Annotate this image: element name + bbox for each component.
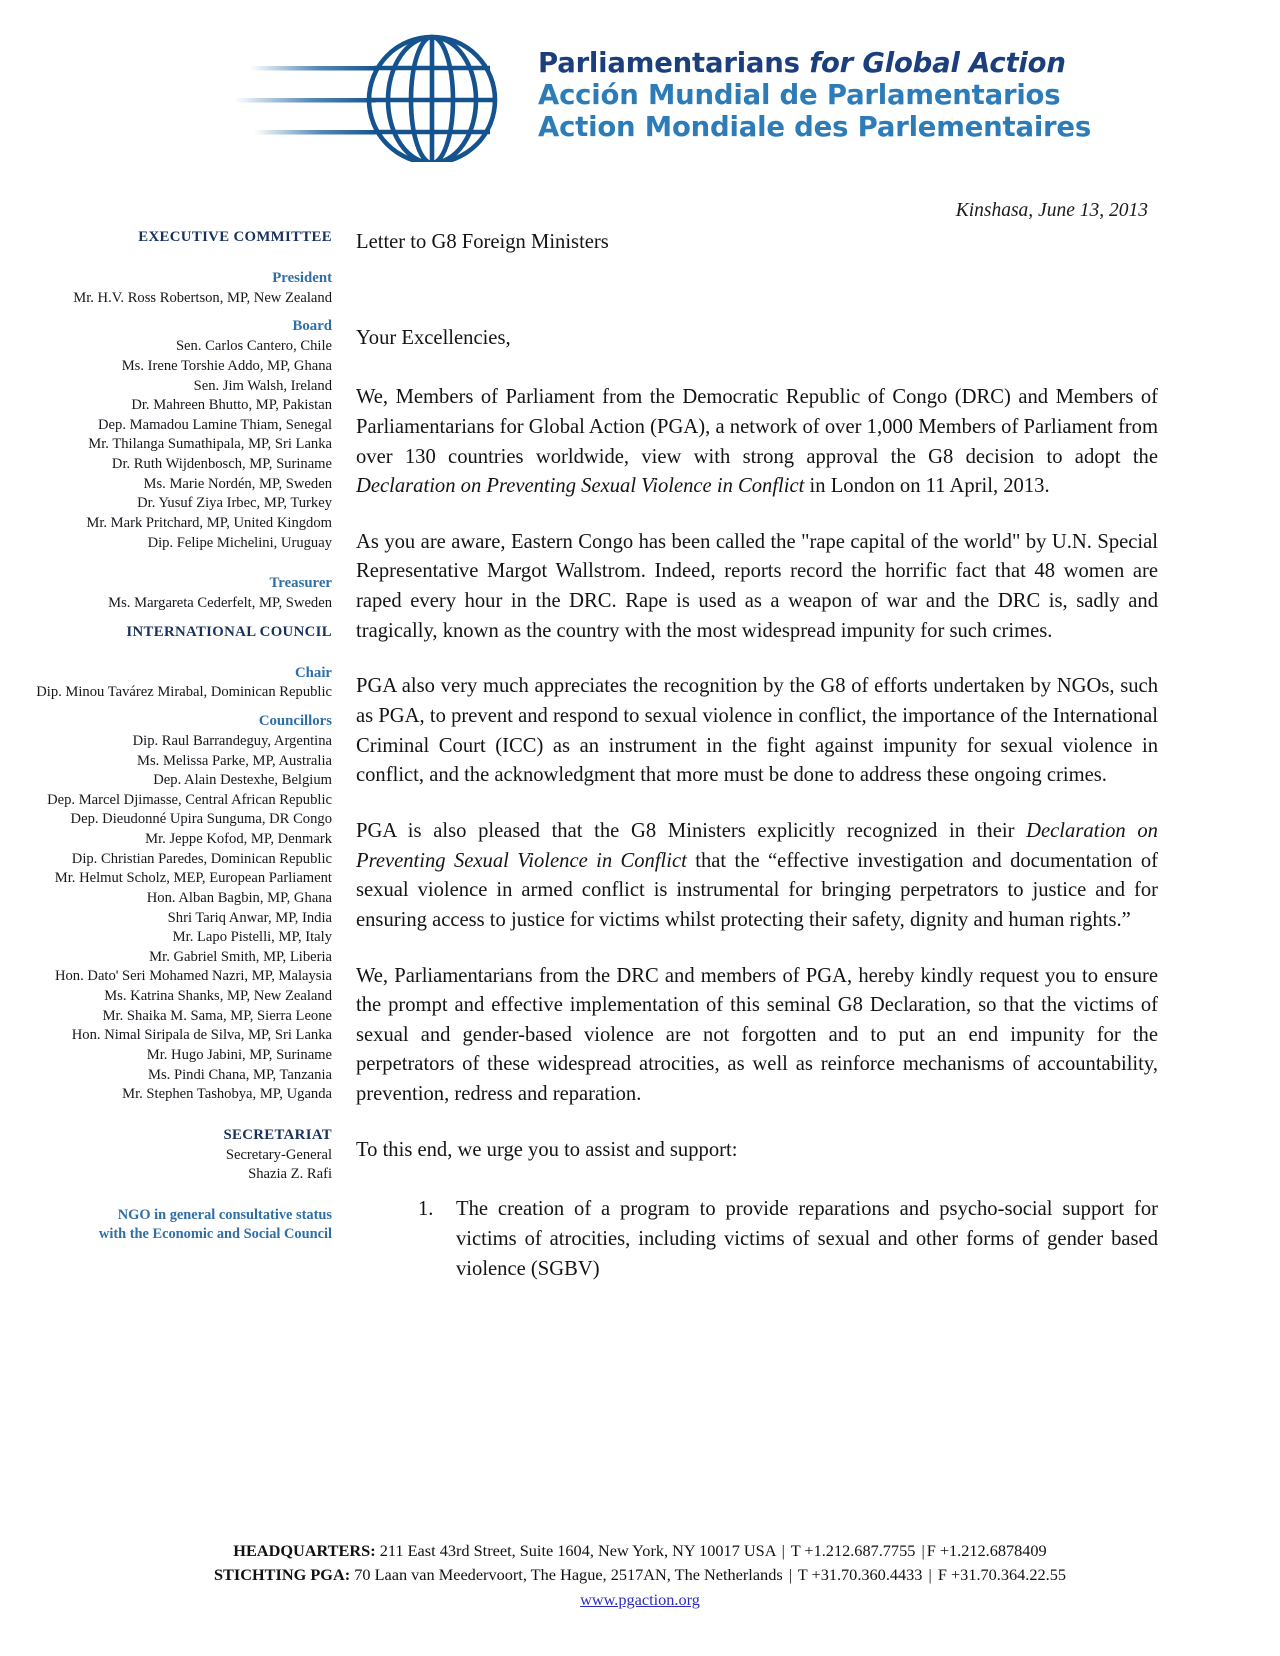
logo-line-english-plain: Parliamentarians [538, 47, 810, 80]
councillor: Dep. Dieudonné Upira Sunguma, DR Congo [70, 811, 332, 828]
board-member: Dr. Yusuf Ziya Irbec, MP, Turkey [137, 495, 332, 512]
website-link[interactable]: www.pgaction.org [580, 1589, 700, 1609]
paragraph-1-part-a: We, Members of Parliament from the Democratic Republic of Congo (DRC) and Members of Parliamentarians for Global Action (PGA), a network of over 1,000 Members of Parliament from over 130 countries worldwide, view with strong approval the G8 decision to adopt the [356, 386, 1158, 468]
board-member-list [0, 337, 332, 553]
letter-paragraph-1 [356, 383, 1158, 502]
declaration-title-1: Declaration on Preventing Sexual Violence in Conflict [356, 475, 805, 498]
councillor: Hon. Nimal Siripala de Silva, MP, Sri Lanka [71, 1027, 332, 1044]
councillor: Shri Tariq Anwar, MP, India [167, 909, 332, 926]
secretary-general-label: Secretary-General [225, 1146, 332, 1163]
treasurer-label: Treasurer [269, 575, 332, 592]
stichting-telephone: T +31.70.360.4433 [794, 1565, 927, 1585]
headquarters-fax: F +1.212.6878409 [926, 1540, 1047, 1560]
councillor: Hon. Dato' Seri Mohamed Nazri, MP, Malaysia [54, 968, 332, 985]
president-label: President [272, 269, 332, 286]
councillor: Mr. Shaika M. Sama, MP, Sierra Leone [102, 1007, 332, 1024]
board-member: Dep. Mamadou Lamine Thiam, Senegal [98, 416, 332, 433]
board-member: Mr. Thilanga Sumathipala, MP, Sri Lanka [88, 436, 332, 453]
ngo-status-note-line2: with the Economic and Social Council [98, 1225, 332, 1242]
headquarters-address: 211 East 43rd Street, Suite 1604, New York, NY 10017 USA [375, 1540, 780, 1560]
logo-line-english [538, 48, 1091, 80]
letter-content [340, 228, 1280, 1298]
stichting-label: STICHTING PGA: [213, 1565, 351, 1585]
logo-line-french: Action Mondiale des Parlementaires [538, 110, 1092, 143]
organization-name [538, 48, 1091, 144]
date-line: Kinshasa, June 13, 2013 [955, 200, 1148, 221]
board-member: Ms. Marie Nordén, MP, Sweden [143, 475, 332, 492]
board-member: Sen. Jim Walsh, Ireland [193, 377, 332, 394]
executive-committee-heading: EXECUTIVE COMMITTEE [138, 229, 332, 245]
councillor: Mr. Helmut Scholz, MEP, European Parliament [54, 870, 332, 887]
councillor: Mr. Hugo Jabini, MP, Suriname [146, 1046, 332, 1063]
board-member: Dr. Mahreen Bhutto, MP, Pakistan [131, 397, 332, 414]
secretary-general-name: Shazia Z. Rafi [248, 1166, 332, 1183]
councillor: Ms. Pindi Chana, MP, Tanzania [148, 1066, 332, 1083]
councillor: Mr. Lapo Pistelli, MP, Italy [172, 929, 332, 946]
councillor-list [0, 732, 332, 1105]
request-list-item-text: The creation of a program to provide reparations and psycho-social support for victims of atrocities, including victims of sexual and other forms of gender based violence (SGBV) [456, 1198, 1158, 1280]
footer-headquarters-line [0, 1539, 1280, 1563]
councillor: Dep. Marcel Djimasse, Central African Republic [47, 791, 332, 808]
councillor: Ms. Katrina Shanks, MP, New Zealand [104, 988, 332, 1005]
stichting-fax: F +31.70.364.22.55 [933, 1565, 1067, 1585]
chair-label: Chair [295, 664, 332, 681]
councillor: Dip. Christian Paredes, Dominican Republic [71, 850, 332, 867]
councillor: Dep. Alain Destexhe, Belgium [153, 772, 332, 789]
stichting-address: 70 Laan van Meedervoort, The Hague, 2517AN, The Netherlands [350, 1565, 787, 1585]
ngo-status-note-line1: NGO in general consultative status [117, 1207, 332, 1223]
councillor: Mr. Jeppe Kofod, MP, Denmark [145, 831, 332, 848]
board-member: Sen. Carlos Cantero, Chile [175, 338, 332, 355]
request-list-item [418, 1195, 1158, 1284]
request-list-item-number: 1. [418, 1198, 434, 1221]
letter-paragraph-2: As you are aware, Eastern Congo has been called the "rape capital of the world" by U.N. Special Representative Margot Wallstrom. Indeed, reports record the horrific fact that 48 women are raped every hour in the DRC. Rape is used as a weapon of war and the DRC is, sadly and tragically, known as the country with the most widespread impunity for such crimes. [356, 530, 1158, 642]
letter-paragraph-5: We, Parliamentarians from the DRC and members of PGA, hereby kindly request you to ensure the prompt and effective implementation of this seminal G8 Declaration, so that the victims of sexual and gender-based violence are not forgotten and to put an end impunity for the perpetrators of these widespread atrocities, as well as reinforce mechanisms of accountability, prevention, redress and reparation. [356, 964, 1158, 1106]
officers-sidebar [0, 228, 340, 1298]
councillor: Ms. Melissa Parke, MP, Australia [137, 752, 332, 769]
letter-subject: Letter to G8 Foreign Ministers [356, 231, 609, 253]
paragraph-1-part-b: in London on 11 April, 2013. [804, 475, 1050, 498]
board-member: Dip. Felipe Michelini, Uruguay [147, 534, 332, 551]
footer-separator-4: | [928, 1565, 932, 1585]
footer-website-line [0, 1588, 1280, 1612]
logo-line-spanish: Acción Mundial de Parlamentarios [538, 79, 1061, 112]
councillor: Dip. Raul Barrandeguy, Argentina [132, 732, 332, 749]
secretariat-heading: SECRETARIAT [223, 1126, 332, 1143]
globe-with-speed-lines-icon [232, 30, 532, 162]
paragraph-4-part-a: PGA is also pleased that the G8 Ministers explicitly recognized in their [356, 819, 1027, 842]
international-council-heading: INTERNATIONAL COUNCIL [126, 623, 332, 640]
letter-paragraph-4 [356, 817, 1158, 936]
letterhead [0, 0, 1280, 150]
treasurer-name: Ms. Margareta Cederfelt, MP, Sweden [108, 595, 332, 612]
declaration-title-2: Declaration on Preventing Sexual Violence in Conflict [356, 819, 1158, 872]
footer-separator-3: | [788, 1565, 793, 1585]
footer-separator-1: | [781, 1540, 785, 1560]
councillor: Hon. Alban Bagbin, MP, Ghana [146, 889, 332, 906]
board-member: Dr. Ruth Wijdenbosch, MP, Suriname [111, 456, 332, 473]
board-label: Board [292, 318, 332, 335]
letter-salutation: Your Excellencies, [356, 326, 511, 349]
chair-name: Dip. Minou Tavárez Mirabal, Dominican Republic [36, 684, 332, 701]
headquarters-telephone: T +1.212.687.7755 [786, 1540, 920, 1560]
letter-paragraph-6: To this end, we urge you to assist and support: [356, 1138, 738, 1161]
footer-separator-2: | [921, 1540, 925, 1560]
councillors-label: Councillors [258, 713, 332, 730]
letter-paragraph-3: PGA also very much appreciates the recognition by the G8 of efforts undertaken by NGOs, such as PGA, to prevent and respond to sexual violence in conflict, the importance of the International Criminal Court (ICC) as an instrument in the fight against impunity for sexual violence in conflict, and the acknowledgment that more must be done to address these ongoing crimes. [356, 675, 1158, 787]
page-footer [0, 1539, 1280, 1612]
paragraph-4-part-b: that the “effective investigation and documentation of sexual violence in armed conflict is instrumental for bringing perpetrators to justice and for ensuring access to justice for victims whilst protecting their safety, dignity and human rights.” [356, 849, 1158, 931]
logo-line-english-italic: for Global Action [809, 47, 1066, 80]
councillor: Mr. Gabriel Smith, MP, Liberia [149, 948, 332, 965]
councillor: Mr. Stephen Tashobya, MP, Uganda [122, 1086, 332, 1103]
letter-body [0, 228, 1280, 1298]
board-member: Mr. Mark Pritchard, MP, United Kingdom [86, 514, 332, 531]
footer-stichting-line [0, 1563, 1280, 1587]
board-member: Ms. Irene Torshie Addo, MP, Ghana [121, 357, 332, 374]
president-name: Mr. H.V. Ross Robertson, MP, New Zealand [73, 289, 332, 306]
request-list [356, 1195, 1158, 1284]
headquarters-label: HEADQUARTERS: [233, 1540, 376, 1560]
